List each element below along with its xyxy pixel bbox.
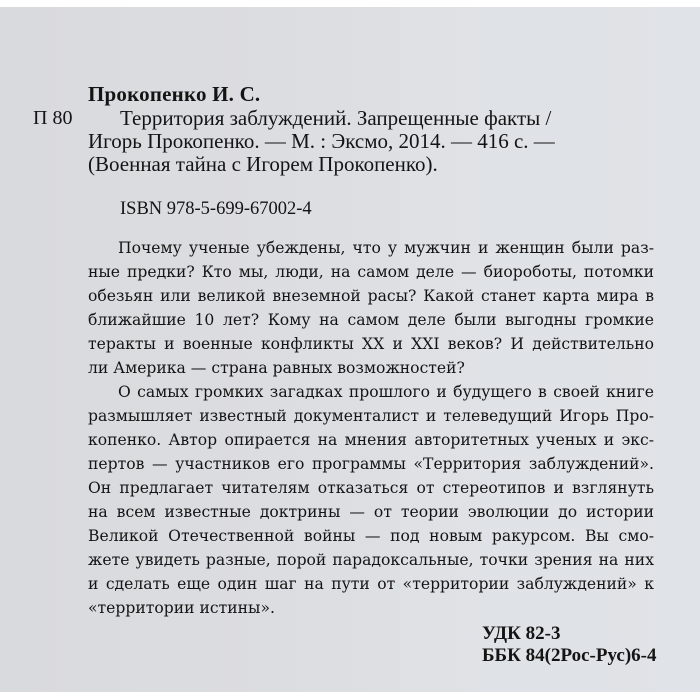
text-line: пертов — участников его программы «Территория заблуждений». [88, 455, 654, 473]
text-line: на всем известные доктрины — от теории эволюции до истории [88, 503, 654, 521]
text-line: жете увидеть разные, порой парадоксальные, точки зрения на них [88, 551, 654, 569]
text-line: «территории истины». [88, 599, 275, 617]
udc-code: УДК 82-3 [482, 623, 561, 644]
annotation-paragraph [88, 236, 654, 380]
text-line: Великой Отечественной войны — под новым ракурсом. Вы смо- [88, 527, 654, 545]
text-line: теракты и военные конфликты XX и XXI веков? И действительно [88, 335, 654, 353]
text-line: размышляет известный документалист и телеведущий Игорь Про- [88, 407, 654, 425]
text-line: и сделать еще один шаг на пути от «территории заблуждений» к [88, 575, 654, 593]
book-page [0, 7, 700, 692]
classification-codes [482, 623, 656, 667]
library-index-code: П 80 [33, 107, 73, 129]
biblio-line: Игорь Прокопенко. — М. : Эксмо, 2014. — 416 с. — [88, 129, 555, 153]
annotation [88, 236, 654, 620]
text-line: ближайшие 10 лет? Кому на самом деле были выгодны громкие [88, 311, 654, 329]
text-line: ные предки? Кто мы, люди, на самом деле — биороботы, потомки [88, 263, 654, 281]
text-line: Почему ученые убеждены, что у мужчин и женщин были раз- [118, 239, 654, 257]
text-line: ли Америка — страна равных возможностей? [88, 359, 465, 377]
isbn: ISBN 978-5-699-67002-4 [120, 199, 312, 219]
bbk-code: ББК 84(2Рос-Рус)6-4 [482, 645, 657, 666]
text-line: обезьян или великой внеземной расы? Какой станет карта мира в [88, 287, 654, 305]
biblio-line: Территория заблуждений. Запрещенные факты / [120, 106, 552, 130]
text-line: копенко. Автор опирается на мнения авторитетных ученых и экс- [88, 431, 654, 449]
biblio-line: (Военная тайна с Игорем Прокопенко). [88, 152, 438, 176]
bibliographic-description [88, 107, 658, 176]
author-heading: Прокопенко И. С. [88, 82, 261, 106]
annotation-paragraph [88, 380, 654, 620]
text-line: Он предлагает читателям отказаться от стереотипов и взглянуть [88, 479, 654, 497]
text-line: О самых громких загадках прошлого и будущего в своей книге [118, 383, 654, 401]
